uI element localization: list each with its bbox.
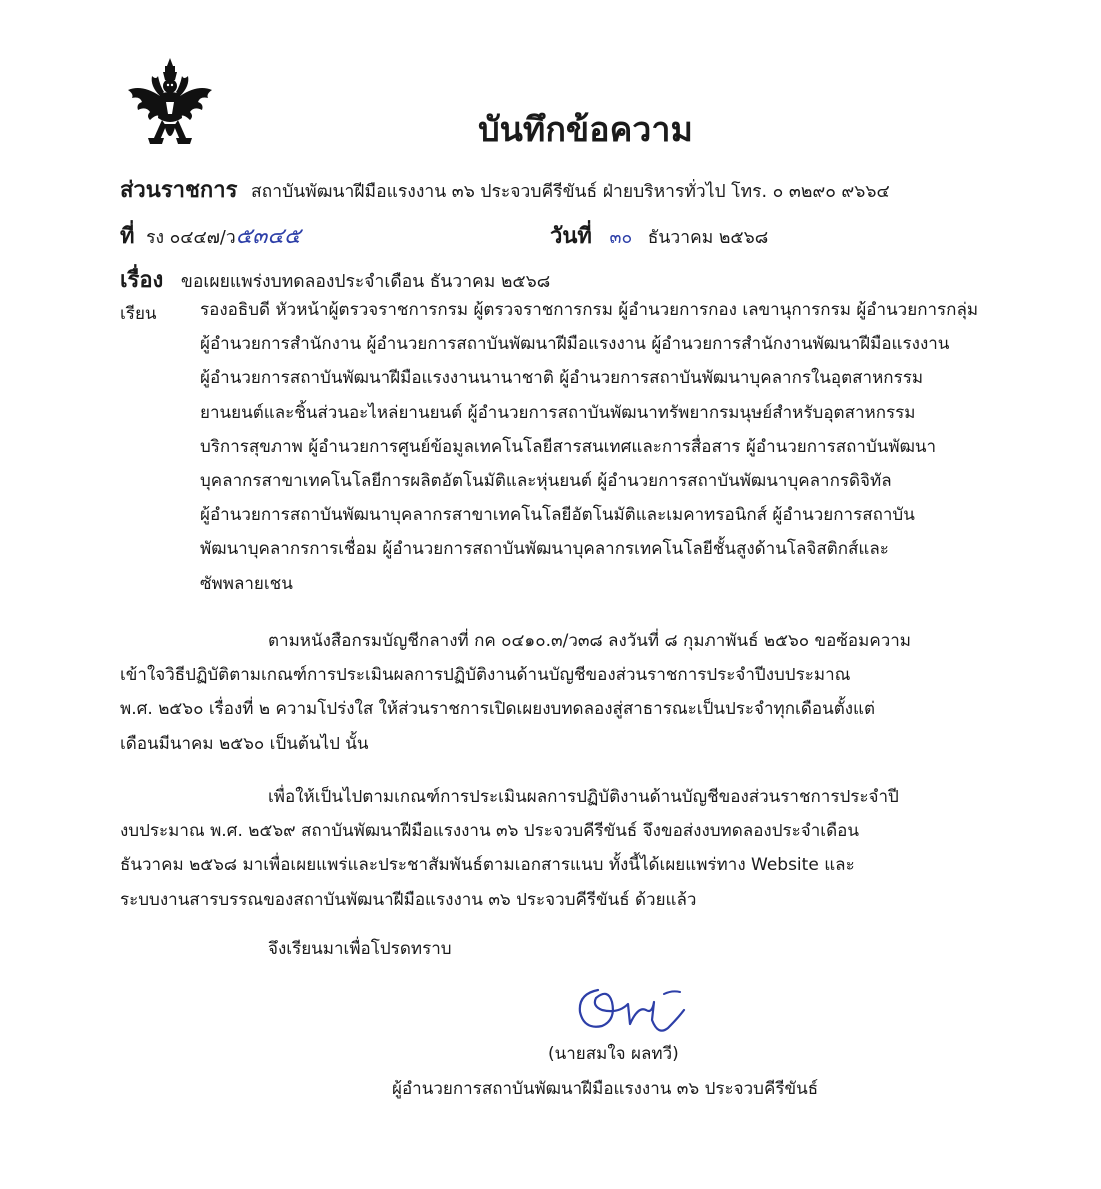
agency-value: สถาบันพัฒนาฝีมือแรงงาน ๓๖ ประจวบคีรีขันธ์ ฝ่ายบริหารทั่วไป โทร. ๐ ๓๒๙๐ ๙๖๖๔	[251, 182, 890, 202]
memo-title: บันทึกข้อความ	[478, 110, 693, 150]
date-label: วันที่	[550, 224, 592, 249]
handwritten-number: ๕๓๔๕	[235, 224, 301, 249]
paragraph-line: ธันวาคม ๒๕๖๘ มาเพื่อเผยแพร่และประชาสัมพันธ์ตามเอกสารแนบ ทั้งนี้ได้เผยแพร่ทาง Website และ	[120, 855, 855, 876]
date-day: ๓๐	[609, 228, 633, 248]
number-row	[120, 218, 301, 253]
paragraph-line: เข้าใจวิธีปฏิบัติตามเกณฑ์การประเมินผลการปฏิบัติงานด้านบัญชีของส่วนราชการประจำปีงบประมาณ	[120, 665, 851, 686]
recipient-line: ซัพพลายเชน	[200, 573, 293, 594]
signature-image	[568, 980, 698, 1040]
closing-text: จึงเรียนมาเพื่อโปรดทราบ	[268, 939, 452, 959]
recipient-line: บุคลากรสาขาเทคโนโลยีการผลิตอัตโนมัติและหุ่นยนต์ ผู้อำนวยการสถาบันพัฒนาบุคลากรดิจิทัล	[200, 471, 892, 492]
number-label: ที่	[120, 224, 135, 249]
paragraph-line: เพื่อให้เป็นไปตามเกณฑ์การประเมินผลการปฏิบัติงานด้านบัญชีของส่วนราชการประจำปี	[268, 787, 899, 807]
to-label: เรียน	[120, 304, 157, 324]
paragraph-1	[120, 624, 911, 761]
subject-value: ขอเผยแพร่งบทดลองประจำเดือน ธันวาคม ๒๕๖๘	[180, 272, 551, 292]
recipient-line: ยานยนต์และชิ้นส่วนอะไหล่ยานยนต์ ผู้อำนวยการสถาบันพัฒนาทรัพยากรมนุษย์สำหรับอุตสาหกรรม	[200, 402, 916, 423]
paragraph-line: ตามหนังสือกรมบัญชีกลางที่ กค ๐๔๑๐.๓/ว๓๘ ลงวันที่ ๘ กุมภาพันธ์ ๒๕๖๐ ขอซ้อมความ	[268, 631, 912, 651]
recipient-line: ผู้อำนวยการสถาบันพัฒนาบุคลากรสาขาเทคโนโลยีอัตโนมัติและเมคาทรอนิกส์ ผู้อำนวยการสถาบัน	[200, 505, 915, 526]
recipient-line: ผู้อำนวยการสถาบันพัฒนาฝีมือแรงงานนานาชาติ ผู้อำนวยการสถาบันพัฒนาบุคลากรในอุตสาหกรรม	[200, 368, 924, 389]
paragraph-line: งบประมาณ พ.ศ. ๒๕๖๙ สถาบันพัฒนาฝีมือแรงงาน ๓๖ ประจวบคีรีขันธ์ จึงขอส่งงบทดลองประจำเดือน	[120, 821, 859, 842]
recipient-line: บริการสุขภาพ ผู้อำนวยการศูนย์ข้อมูลเทคโนโลยีสารสนเทศและการสื่อสาร ผู้อำนวยการสถาบันพัฒนา	[200, 436, 937, 457]
agency-row	[120, 172, 890, 207]
number-value: รง ๐๔๔๗/ว	[146, 228, 236, 248]
signer-name: (นายสมใจ ผลทวี)	[548, 1044, 679, 1064]
recipient-line: พัฒนาบุคลากรการเชื่อม ผู้อำนวยการสถาบันพัฒนาบุคลากรเทคโนโลยีชั้นสูงด้านโลจิสติกส์และ	[200, 539, 889, 560]
paragraph-2	[120, 780, 899, 917]
paragraph-line: เดือนมีนาคม ๒๕๖๐ เป็นต้นไป นั้น	[120, 733, 369, 754]
recipient-line: ผู้อำนวยการสำนักงาน ผู้อำนวยการสถาบันพัฒนาฝีมือแรงงาน ผู้อำนวยการสำนักงานพัฒนาฝีมือแรงงาน	[200, 334, 950, 355]
signer-position: ผู้อำนวยการสถาบันพัฒนาฝีมือแรงงาน ๓๖ ประจวบคีรีขันธ์	[392, 1079, 819, 1099]
agency-label: ส่วนราชการ	[120, 178, 238, 203]
subject-label: เรื่อง	[120, 268, 164, 293]
paragraph-line: ระบบงานสารบรรณของสถาบันพัฒนาฝีมือแรงงาน ๓๖ ประจวบคีรีขันธ์ ด้วยแล้ว	[120, 889, 697, 910]
date-row	[550, 218, 768, 253]
date-month-year: ธันวาคม ๒๕๖๘	[647, 228, 769, 248]
to-recipients	[200, 293, 978, 601]
recipient-line: รองอธิบดี หัวหน้าผู้ตรวจราชการกรม ผู้ตรวจราชการกรม ผู้อำนวยการกอง เลขานุการกรม ผู้อำนวยการกลุ่ม	[200, 300, 979, 320]
paragraph-line: พ.ศ. ๒๕๖๐ เรื่องที่ ๒ ความโปร่งใส ให้ส่วนราชการเปิดเผยงบทดลองสู่สาธารณะเป็นประจำทุกเดือนตั้งแต่	[120, 699, 876, 720]
subject-row	[120, 262, 550, 297]
